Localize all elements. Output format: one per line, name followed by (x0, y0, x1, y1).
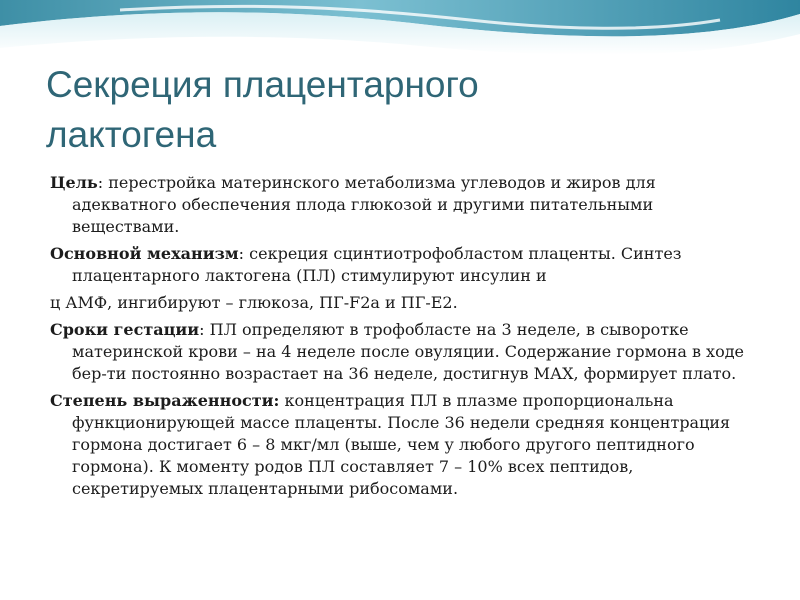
paragraph-text: : секреция сцинтиотрофобластом плаценты. Синтез плацентарного лактогена (ПЛ) стимулируют инсулин и (72, 244, 682, 285)
paragraph-gestation-terms (50, 319, 760, 385)
paragraph-label: Степень выраженности: (50, 391, 280, 410)
paragraph-text: : перестройка материнского метаболизма углеводов и жиров для адекватного обеспечения плода глюкозой и другими питательными веществами. (72, 173, 656, 236)
slide-title-line-1: Секреция плацентарного (46, 64, 479, 105)
paragraph-text: ц АМФ, ингибируют – глюкоза, ПГ-F2a и ПГ-E2. (50, 293, 458, 312)
paragraph-text: концентрация ПЛ в плазме пропорциональна функционирующей массе плаценты. После 36 недели средняя концентрация гормона достигает 6 – 8 мкг/мл (выше, чем у любого другого пептидного гормона). К моменту родов ПЛ составляет 7 – 10% всех пептидов, секретируемых плацентарными рибосомами. (72, 391, 731, 498)
slide-title-line-2: лактогена (46, 114, 217, 155)
paragraph-label: Основной механизм (50, 244, 239, 263)
paragraph-text: : ПЛ определяют в трофобласте на 3 неделе, в сыворотке материнской крови – на 4 неделе после овуляции. Содержание гормона в ходе бер-ти постоянно возрастает на 36 неделе, достигнув МАХ, формирует плато. (72, 320, 745, 383)
paragraph-mechanism-continued (50, 292, 760, 314)
paragraph-expression-degree (50, 390, 760, 500)
slide-title (46, 60, 766, 160)
paragraph-label: Сроки гестации (50, 320, 200, 339)
paragraph-goal (50, 172, 760, 238)
slide-body (50, 172, 760, 505)
paragraph-label: Цель (50, 173, 98, 192)
paragraph-mechanism (50, 243, 760, 287)
